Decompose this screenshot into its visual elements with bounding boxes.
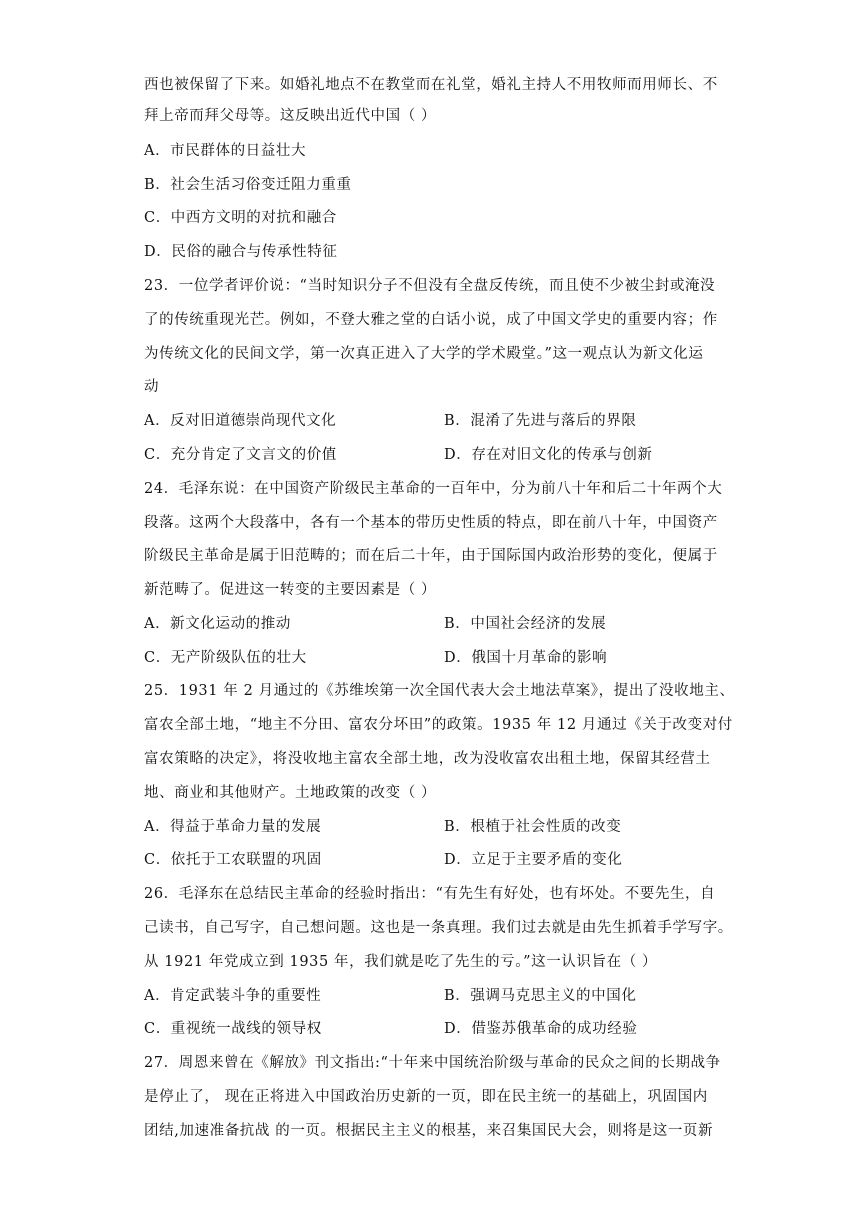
q22-line-1: 西也被保留了下来。如婚礼地点不在教堂而在礼堂，婚礼主持人不用牧师而用师长、不 xyxy=(144,77,718,93)
q27-line-1: 27．周恩来曾在《解放》刊文指出:“十年来中国统治阶级与革命的民众之间的长期战争 xyxy=(144,1055,721,1071)
q24-line-4: 新范畴了。促进这一转变的主要因素是（ ） xyxy=(144,582,437,598)
q24-option-b[interactable]: B．中国社会经济的发展 xyxy=(444,616,607,632)
q25-option-b[interactable]: B．根植于社会性质的改变 xyxy=(444,819,622,835)
q25-option-a[interactable]: A．得益于革命力量的发展 xyxy=(144,819,322,835)
q26-option-b[interactable]: B．强调马克思主义的中国化 xyxy=(444,988,637,1004)
q22-option-c[interactable]: C．中西方文明的对抗和融合 xyxy=(144,210,337,226)
q22-option-b[interactable]: B．社会生活习俗变迁阻力重重 xyxy=(144,177,352,193)
q26-option-c[interactable]: C．重视统一战线的领导权 xyxy=(144,1021,322,1037)
q23-option-a[interactable]: A．反对旧道德崇尚现代文化 xyxy=(144,413,337,429)
q25-option-d[interactable]: D．立足于主要矛盾的变化 xyxy=(444,852,623,868)
q22-option-a[interactable]: A．市民群体的日益壮大 xyxy=(144,143,307,159)
q27-line-3: 团结,加速准备抗战 的一页。根据民主主义的根基，来召集国民大会，则将是这一页新 xyxy=(144,1123,714,1139)
q24-option-a[interactable]: A．新文化运动的推动 xyxy=(144,616,291,632)
q26-option-d[interactable]: D．借鉴苏俄革命的成功经验 xyxy=(444,1021,638,1037)
q22-line-2: 拜上帝而拜父母等。这反映出近代中国（ ） xyxy=(144,108,437,124)
q26-option-a[interactable]: A．肯定武装斗争的重要性 xyxy=(144,988,322,1004)
q24-line-1: 24．毛泽东说：在中国资产阶级民主革命的一百年中，分为前八十年和后二十年两个大 xyxy=(144,481,723,497)
q23-line-3: 为传统文化的民间文学，第一次真正进入了大学的学术殿堂。”这一观点认为新文化运 xyxy=(144,346,704,362)
q23-option-b[interactable]: B．混淆了先进与落后的界限 xyxy=(444,413,637,429)
q25-line-1: 25．1931 年 2 月通过的《苏维埃第一次全国代表大会土地法草案》，提出了没收地主、 xyxy=(144,683,735,699)
q24-line-2: 段落。这两个大段落中，各有一个基本的带历史性质的特点，即在前八十年，中国资产 xyxy=(144,515,718,531)
q23-option-d[interactable]: D．存在对旧文化的传承与创新 xyxy=(444,447,653,463)
q24-option-d[interactable]: D．俄国十月革命的影响 xyxy=(444,650,608,666)
q23-line-4: 动 xyxy=(144,379,160,395)
q25-line-2: 富农全部土地，“地主不分田、富农分坏田”的政策。1935 年 12 月通过《关于改变对付 xyxy=(144,717,733,733)
q27-line-2: 是停止了， 现在正将进入中国政治历史新的一页，即在民主统一的基础上，巩固国内 xyxy=(144,1089,708,1105)
q25-line-3: 富农策略的决定》，将没收地主富农全部土地，改为没收富农出租土地，保留其经营土 xyxy=(144,751,711,767)
q24-line-3: 阶级民主革命是属于旧范畴的；而在后二十年，由于国际国内政治形势的变化，便属于 xyxy=(144,548,718,564)
q25-line-4: 地、商业和其他财产。土地政策的改变（ ） xyxy=(144,785,437,801)
q25-option-c[interactable]: C．依托于工农联盟的巩固 xyxy=(144,852,322,868)
q22-option-d[interactable]: D．民俗的融合与传承性特征 xyxy=(144,244,338,260)
q24-option-c[interactable]: C．无产阶级队伍的壮大 xyxy=(144,650,307,666)
q23-option-c[interactable]: C．充分肯定了文言文的价值 xyxy=(144,447,337,463)
q23-line-1: 23．一位学者评价说：“当时知识分子不但没有全盘反传统，而且使不少被尘封或淹没 xyxy=(144,278,716,294)
q26-line-2: 己读书，自己写字，自己想问题。这也是一条真理。我们过去就是由先生抓着手学写字。 xyxy=(144,920,733,936)
q26-line-3: 从 1921 年党成立到 1935 年，我们就是吃了先生的亏。”这一认识旨在（ ） xyxy=(144,954,658,970)
q23-line-2: 了的传统重现光芒。例如，不登大雅之堂的白话小说，成了中国文学史的重要内容；作 xyxy=(144,312,718,328)
q26-line-1: 26．毛泽东在总结民主革命的经验时指出：“有先生有好处，也有坏处。不要先生，自 xyxy=(144,886,716,902)
